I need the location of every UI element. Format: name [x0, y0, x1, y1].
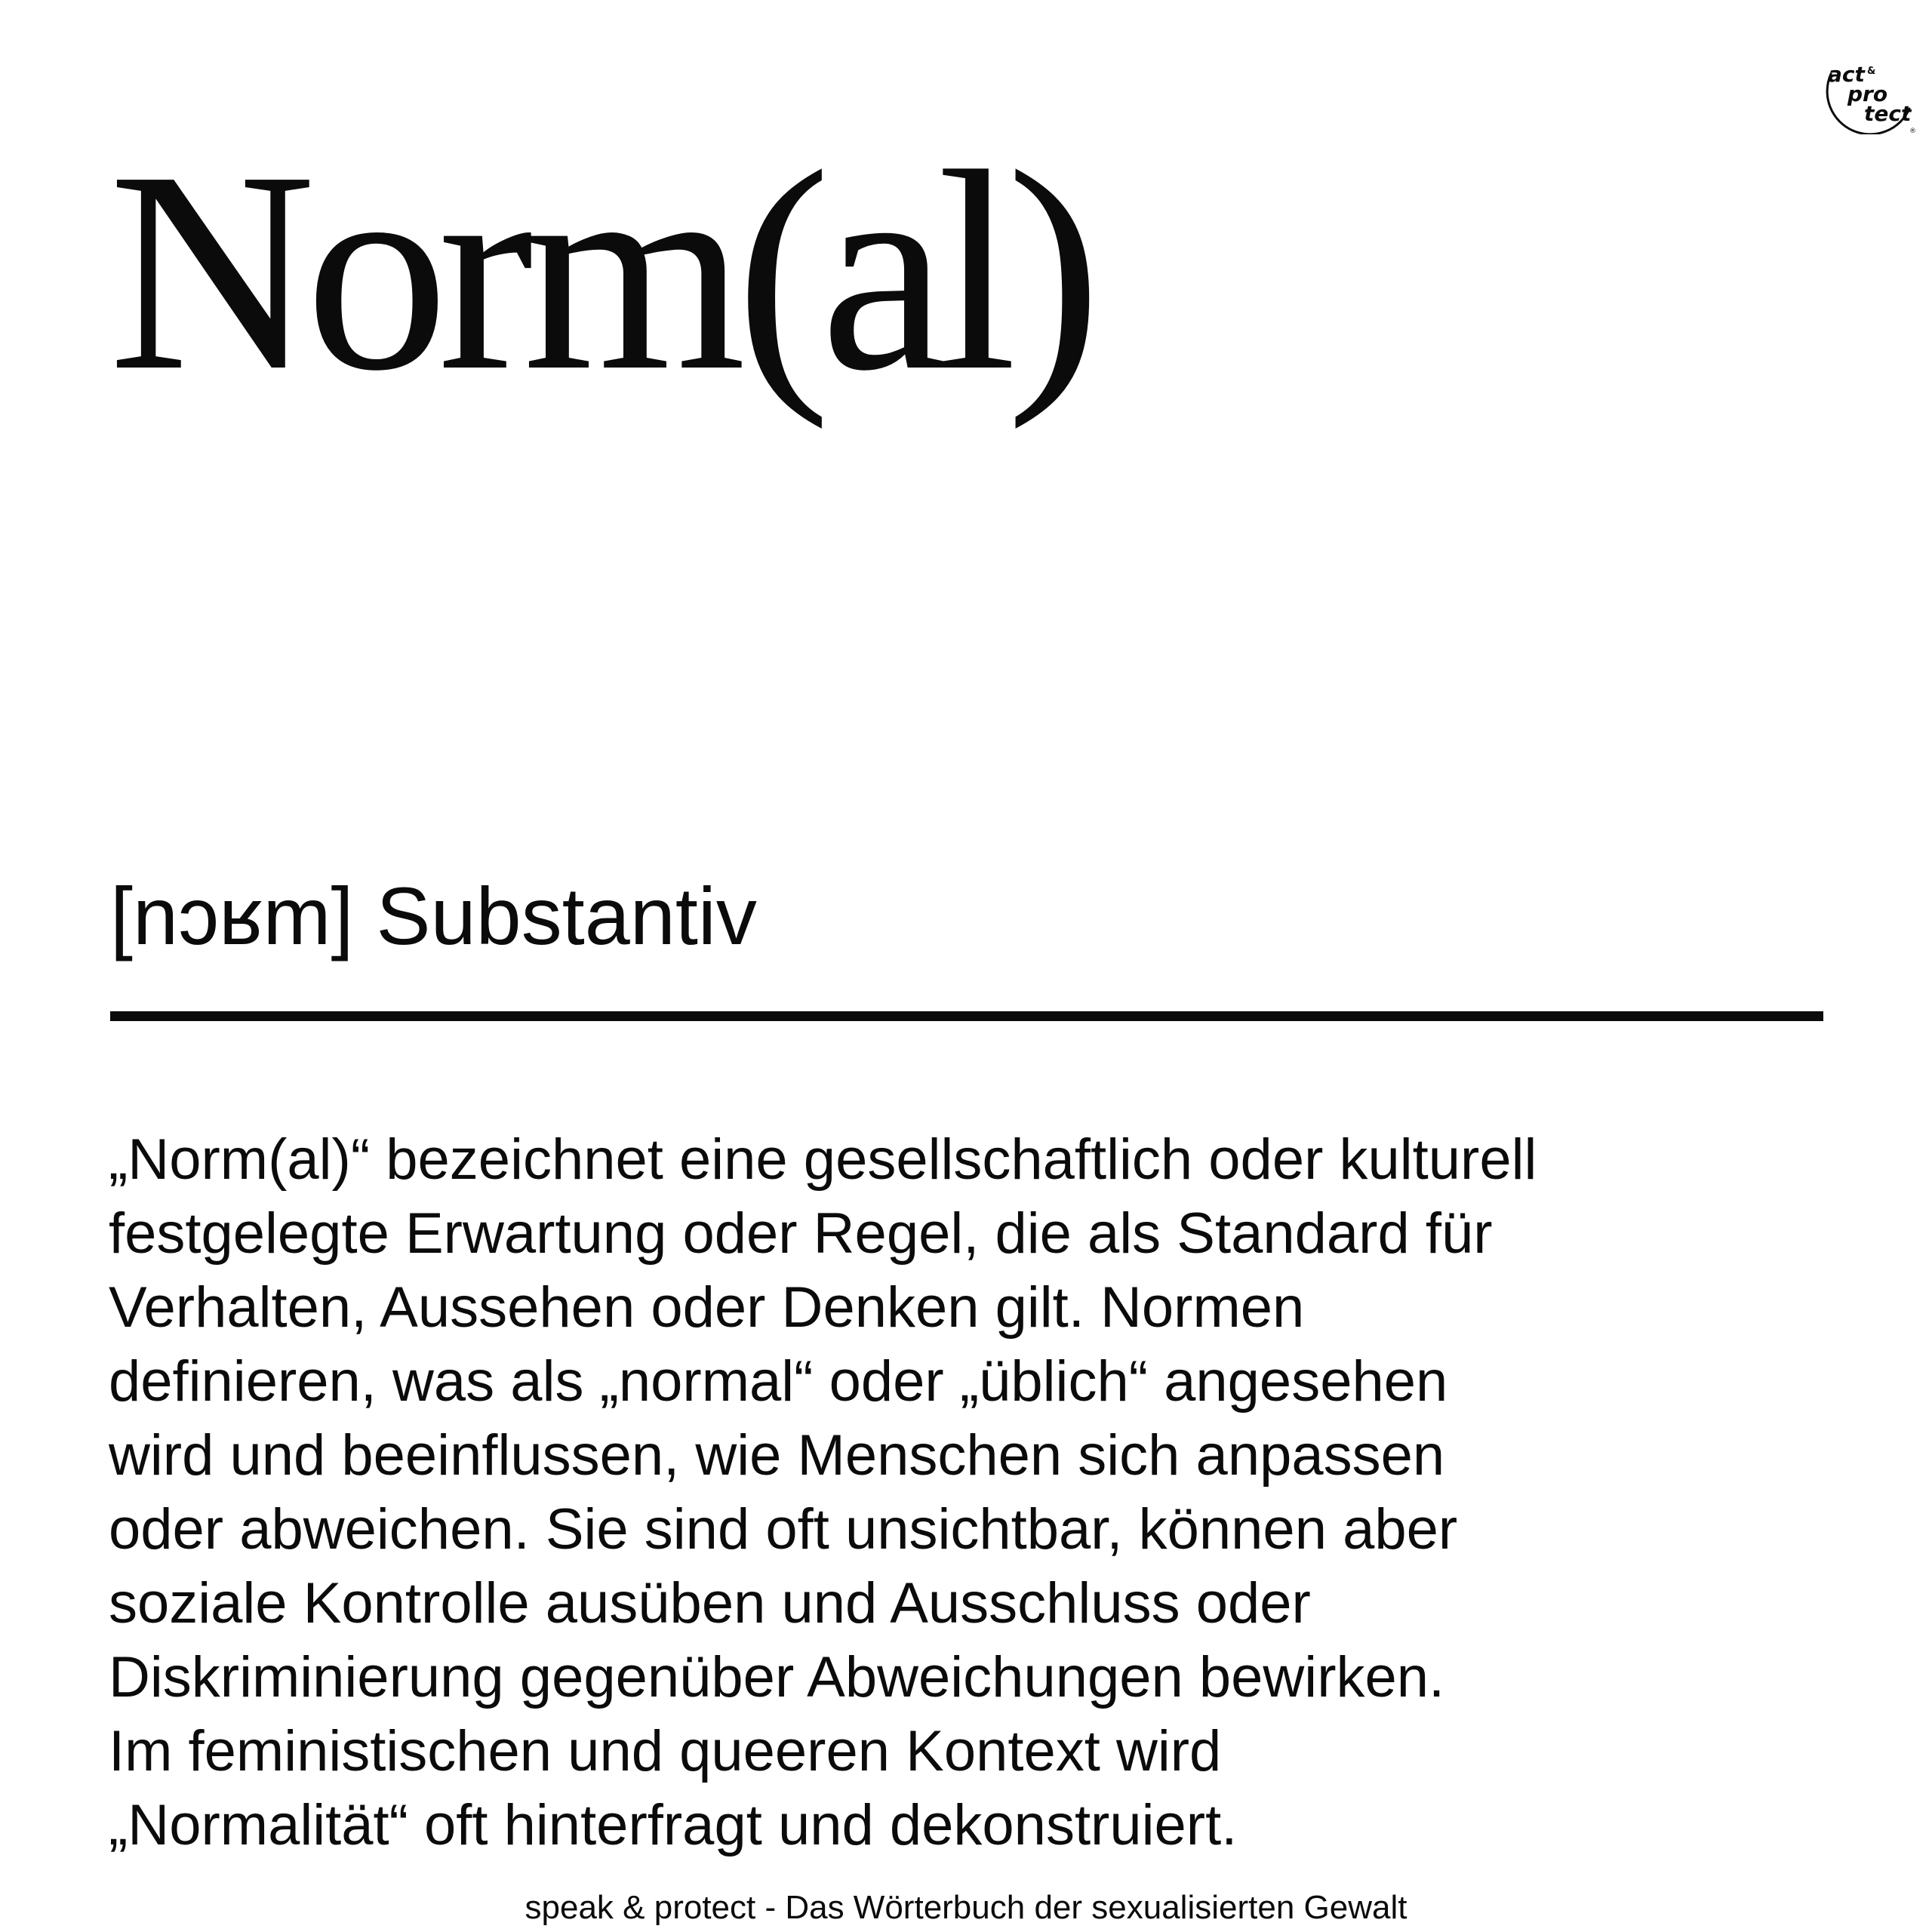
- definition-text: [109, 1123, 1837, 1863]
- definition-line: Verhalten, Aussehen oder Denken gilt. Normen: [109, 1275, 1305, 1340]
- logo-registered-mark: ®: [1909, 128, 1916, 134]
- definition-line: „Normalität“ oft hinterfragt und dekonstruiert.: [109, 1793, 1238, 1857]
- act-and-protect-logo: [1820, 59, 1918, 134]
- logo-text-pro: pro: [1847, 82, 1888, 106]
- logo-text-tect: tect: [1864, 101, 1912, 126]
- headword: Norm(al): [109, 112, 1091, 430]
- pronunciation: [nɔʁm]: [110, 870, 354, 961]
- divider-rule: [110, 1011, 1823, 1021]
- definition-line: soziale Kontrolle ausüben und Ausschluss oder: [109, 1571, 1311, 1635]
- footer-caption: speak & protect - Das Wörterbuch der sexualisierten Gewalt: [525, 1889, 1407, 1926]
- definition-line: Im feministischen und queeren Kontext wird: [109, 1719, 1222, 1783]
- definition-line: wird und beeinflussen, wie Menschen sich anpassen: [109, 1423, 1445, 1487]
- word-class: Substantiv: [376, 870, 757, 961]
- definition-line: oder abweichen. Sie sind oft unsichtbar, können aber: [109, 1497, 1458, 1561]
- definition-line: definieren, was als „normal“ oder „üblich“ angesehen: [109, 1349, 1448, 1414]
- logo-text-amp: &: [1867, 66, 1876, 77]
- definition-line: festgelegte Erwartung oder Regel, die als Standard für: [109, 1201, 1493, 1266]
- definition-line: „Norm(al)“ bezeichnet eine gesellschaftlich oder kulturell: [109, 1128, 1537, 1192]
- definition-line: Diskriminierung gegenüber Abweichungen bewirken.: [109, 1645, 1445, 1709]
- logo-text-act: act: [1828, 62, 1865, 87]
- logo-mark: [1820, 59, 1918, 134]
- pronunciation-line: [110, 870, 757, 961]
